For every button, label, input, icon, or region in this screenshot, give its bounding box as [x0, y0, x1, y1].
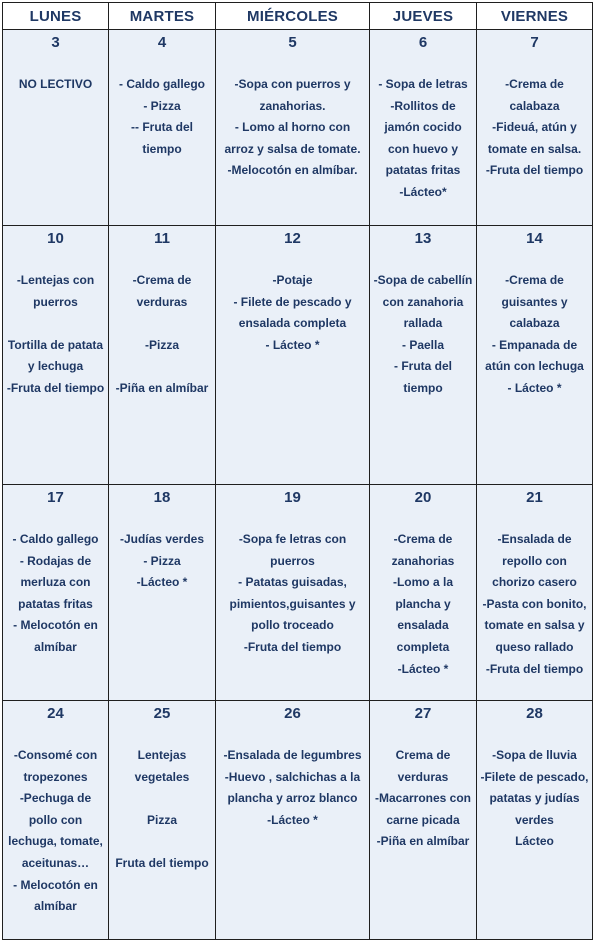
dish-item: -Lácteo *	[267, 812, 318, 827]
dish-list	[3, 745, 108, 918]
dish-item: -Crema de zanahorias	[391, 532, 455, 568]
dish-list	[3, 529, 108, 659]
day-cell	[216, 485, 370, 701]
dish-item: Fruta del tiempo	[115, 855, 209, 870]
dish-item	[112, 788, 212, 810]
dish-list	[477, 270, 592, 400]
day-number: 11	[154, 230, 170, 247]
day-number: 25	[153, 705, 171, 722]
dish-item: -Fruta del tiempo	[485, 163, 584, 178]
dish-item: - Lácteo *	[507, 380, 562, 395]
dish-list	[109, 745, 215, 875]
day-cell	[3, 701, 109, 940]
dish-list	[109, 529, 215, 594]
dish-item: -Fruta del tiempo	[6, 380, 105, 395]
dish-item: -Crema de guisantes y calabaza	[501, 273, 568, 331]
day-cell	[216, 701, 370, 940]
dish-item: -Macarrones con carne picada	[374, 791, 472, 827]
dish-item: - Empanada de atún con lechuga	[485, 337, 584, 374]
day-cell	[109, 485, 216, 701]
day-number: 28	[526, 705, 543, 722]
dish-item: -Fideuá, atún y tomate en salsa.	[487, 120, 582, 156]
day-number: 3	[51, 34, 60, 51]
header-friday: VIERNES	[477, 3, 593, 30]
day-cell	[109, 30, 216, 226]
dish-item: -Fruta del tiempo	[243, 639, 342, 654]
dish-item: -Piña en almíbar	[115, 380, 209, 395]
dish-item	[6, 313, 105, 335]
day-cell	[370, 701, 477, 940]
dish-item: Lácteo	[515, 834, 554, 849]
dish-item: - Lomo al horno con arroz y salsa de tomate.	[224, 120, 361, 156]
dish-list	[216, 745, 369, 831]
dish-item	[112, 356, 212, 378]
dish-item: -Sopa de cabellín con zanahoria rallada	[373, 273, 473, 331]
day-number: 13	[414, 230, 432, 247]
menu-weeks	[3, 30, 593, 940]
header-wednesday: MIÉRCOLES	[216, 3, 370, 30]
dish-list	[109, 270, 215, 400]
day-number: 4	[157, 34, 167, 51]
dish-item: -Piña en almíbar	[376, 834, 470, 849]
weekday-header-row	[3, 3, 593, 30]
dish-list	[477, 529, 592, 680]
day-cell	[3, 226, 109, 485]
dish-item: - Caldo gallego	[12, 532, 99, 546]
week-row	[3, 30, 593, 226]
dish-item: - Pizza	[143, 553, 181, 568]
dish-item: - Caldo gallego	[118, 77, 205, 91]
dish-item: -Pasta con bonito, tomate en salsa y queso rallado	[482, 596, 587, 654]
day-number: 18	[153, 489, 171, 506]
dish-item: -Lácteo *	[397, 661, 449, 676]
dish-item: -Lomo a la plancha y ensalada completa	[392, 575, 453, 654]
dish-item: -- Fruta del tiempo	[131, 120, 193, 156]
day-number: 21	[526, 489, 543, 506]
day-cell	[3, 30, 109, 226]
dish-item: -Judías verdes	[119, 532, 205, 546]
dish-item: - Melocotón en almíbar	[13, 618, 98, 654]
header-thursday: JUEVES	[370, 3, 477, 30]
day-number: 5	[288, 34, 297, 51]
day-number: 7	[530, 34, 539, 51]
dish-item: -Pechuga de pollo con lechuga, tomate, aceitunas…	[8, 791, 103, 870]
day-number: 10	[47, 230, 64, 247]
day-cell	[109, 701, 216, 940]
dish-item: -Crema de verduras	[132, 273, 192, 309]
dish-list	[3, 74, 108, 96]
day-cell	[477, 485, 593, 701]
dish-item: -Fruta del tiempo	[485, 661, 584, 676]
dish-item: - Sopa de letras	[378, 77, 468, 91]
dish-item: -Potaje	[272, 273, 313, 287]
dish-list	[477, 745, 592, 853]
dish-list	[370, 529, 476, 680]
day-number: 12	[284, 230, 301, 247]
dish-item: Pizza	[146, 812, 177, 827]
dish-item: Tortilla de patata y lechuga	[7, 337, 104, 374]
day-cell	[3, 485, 109, 701]
dish-item: -Sopa con puerros y zanahorias.	[234, 77, 351, 113]
day-number: 6	[418, 34, 428, 51]
day-cell	[216, 226, 370, 485]
day-cell	[109, 226, 216, 485]
week-row	[3, 226, 593, 485]
dish-item	[112, 313, 212, 335]
dish-item: -Lácteo *	[136, 575, 188, 590]
dish-item: -Lentejas con puerros	[16, 273, 95, 309]
week-row	[3, 701, 593, 940]
dish-list	[109, 74, 215, 160]
dish-item: -Ensalada de repollo con chorizo casero	[492, 532, 577, 590]
school-menu-calendar	[2, 2, 593, 940]
dish-item: - Filete de pescado y ensalada completa	[233, 294, 352, 331]
dish-item: - Melocotón en almíbar	[13, 877, 98, 914]
day-cell	[370, 30, 477, 226]
dish-item: -Crema de calabaza	[505, 77, 564, 113]
header-monday: LUNES	[3, 3, 109, 30]
dish-item: - Patatas guisadas, pimientos,guisantes y pollo troceado	[229, 575, 356, 633]
dish-list	[370, 745, 476, 853]
dish-list	[370, 270, 476, 400]
day-cell	[477, 226, 593, 485]
day-number: 17	[47, 489, 64, 506]
dish-item: - Lácteo *	[265, 337, 320, 352]
dish-item: Lentejas vegetales	[134, 748, 190, 784]
dish-item: -Melocotón en almíbar.	[227, 163, 358, 178]
dish-item: NO LECTIVO	[18, 77, 93, 91]
week-row	[3, 485, 593, 701]
dish-item: Crema de verduras	[395, 748, 451, 784]
dish-item	[112, 831, 212, 853]
dish-item: -Sopa fe letras con puerros	[238, 532, 347, 568]
day-number: 14	[526, 230, 543, 247]
day-cell	[216, 30, 370, 226]
dish-item: -Consomé con tropezones	[13, 748, 98, 784]
dish-item: - Fruta del tiempo	[393, 359, 452, 395]
dish-item: -Pizza	[144, 337, 179, 352]
dish-list	[370, 74, 476, 204]
dish-item: - Paella	[401, 337, 445, 352]
day-cell	[370, 226, 477, 485]
dish-item: -Ensalada de legumbres	[223, 748, 362, 762]
day-number: 24	[47, 705, 64, 722]
day-number: 26	[284, 705, 301, 722]
dish-item: -Huevo , salchichas a la plancha y arroz blanco	[224, 769, 361, 806]
day-cell	[370, 485, 477, 701]
dish-list	[216, 74, 369, 182]
dish-item: -Filete de pescado, patatas y judías verdes	[480, 769, 589, 827]
day-number: 27	[414, 705, 432, 722]
dish-item: - Rodajas de merluza con patatas fritas	[18, 553, 93, 611]
header-tuesday: MARTES	[109, 3, 216, 30]
day-cell	[477, 30, 593, 226]
dish-item: -Lácteo*	[399, 184, 447, 199]
dish-item: -Sopa de lluvia	[492, 748, 577, 762]
day-number: 19	[284, 489, 301, 506]
dish-list	[216, 529, 369, 659]
dish-item: - Pizza	[143, 98, 181, 113]
day-number: 20	[414, 489, 432, 506]
dish-item: -Rollitos de jamón cocido con huevo y patatas fritas	[384, 98, 462, 178]
dish-list	[477, 74, 592, 182]
dish-list	[216, 270, 369, 356]
dish-list	[3, 270, 108, 400]
day-cell	[477, 701, 593, 940]
